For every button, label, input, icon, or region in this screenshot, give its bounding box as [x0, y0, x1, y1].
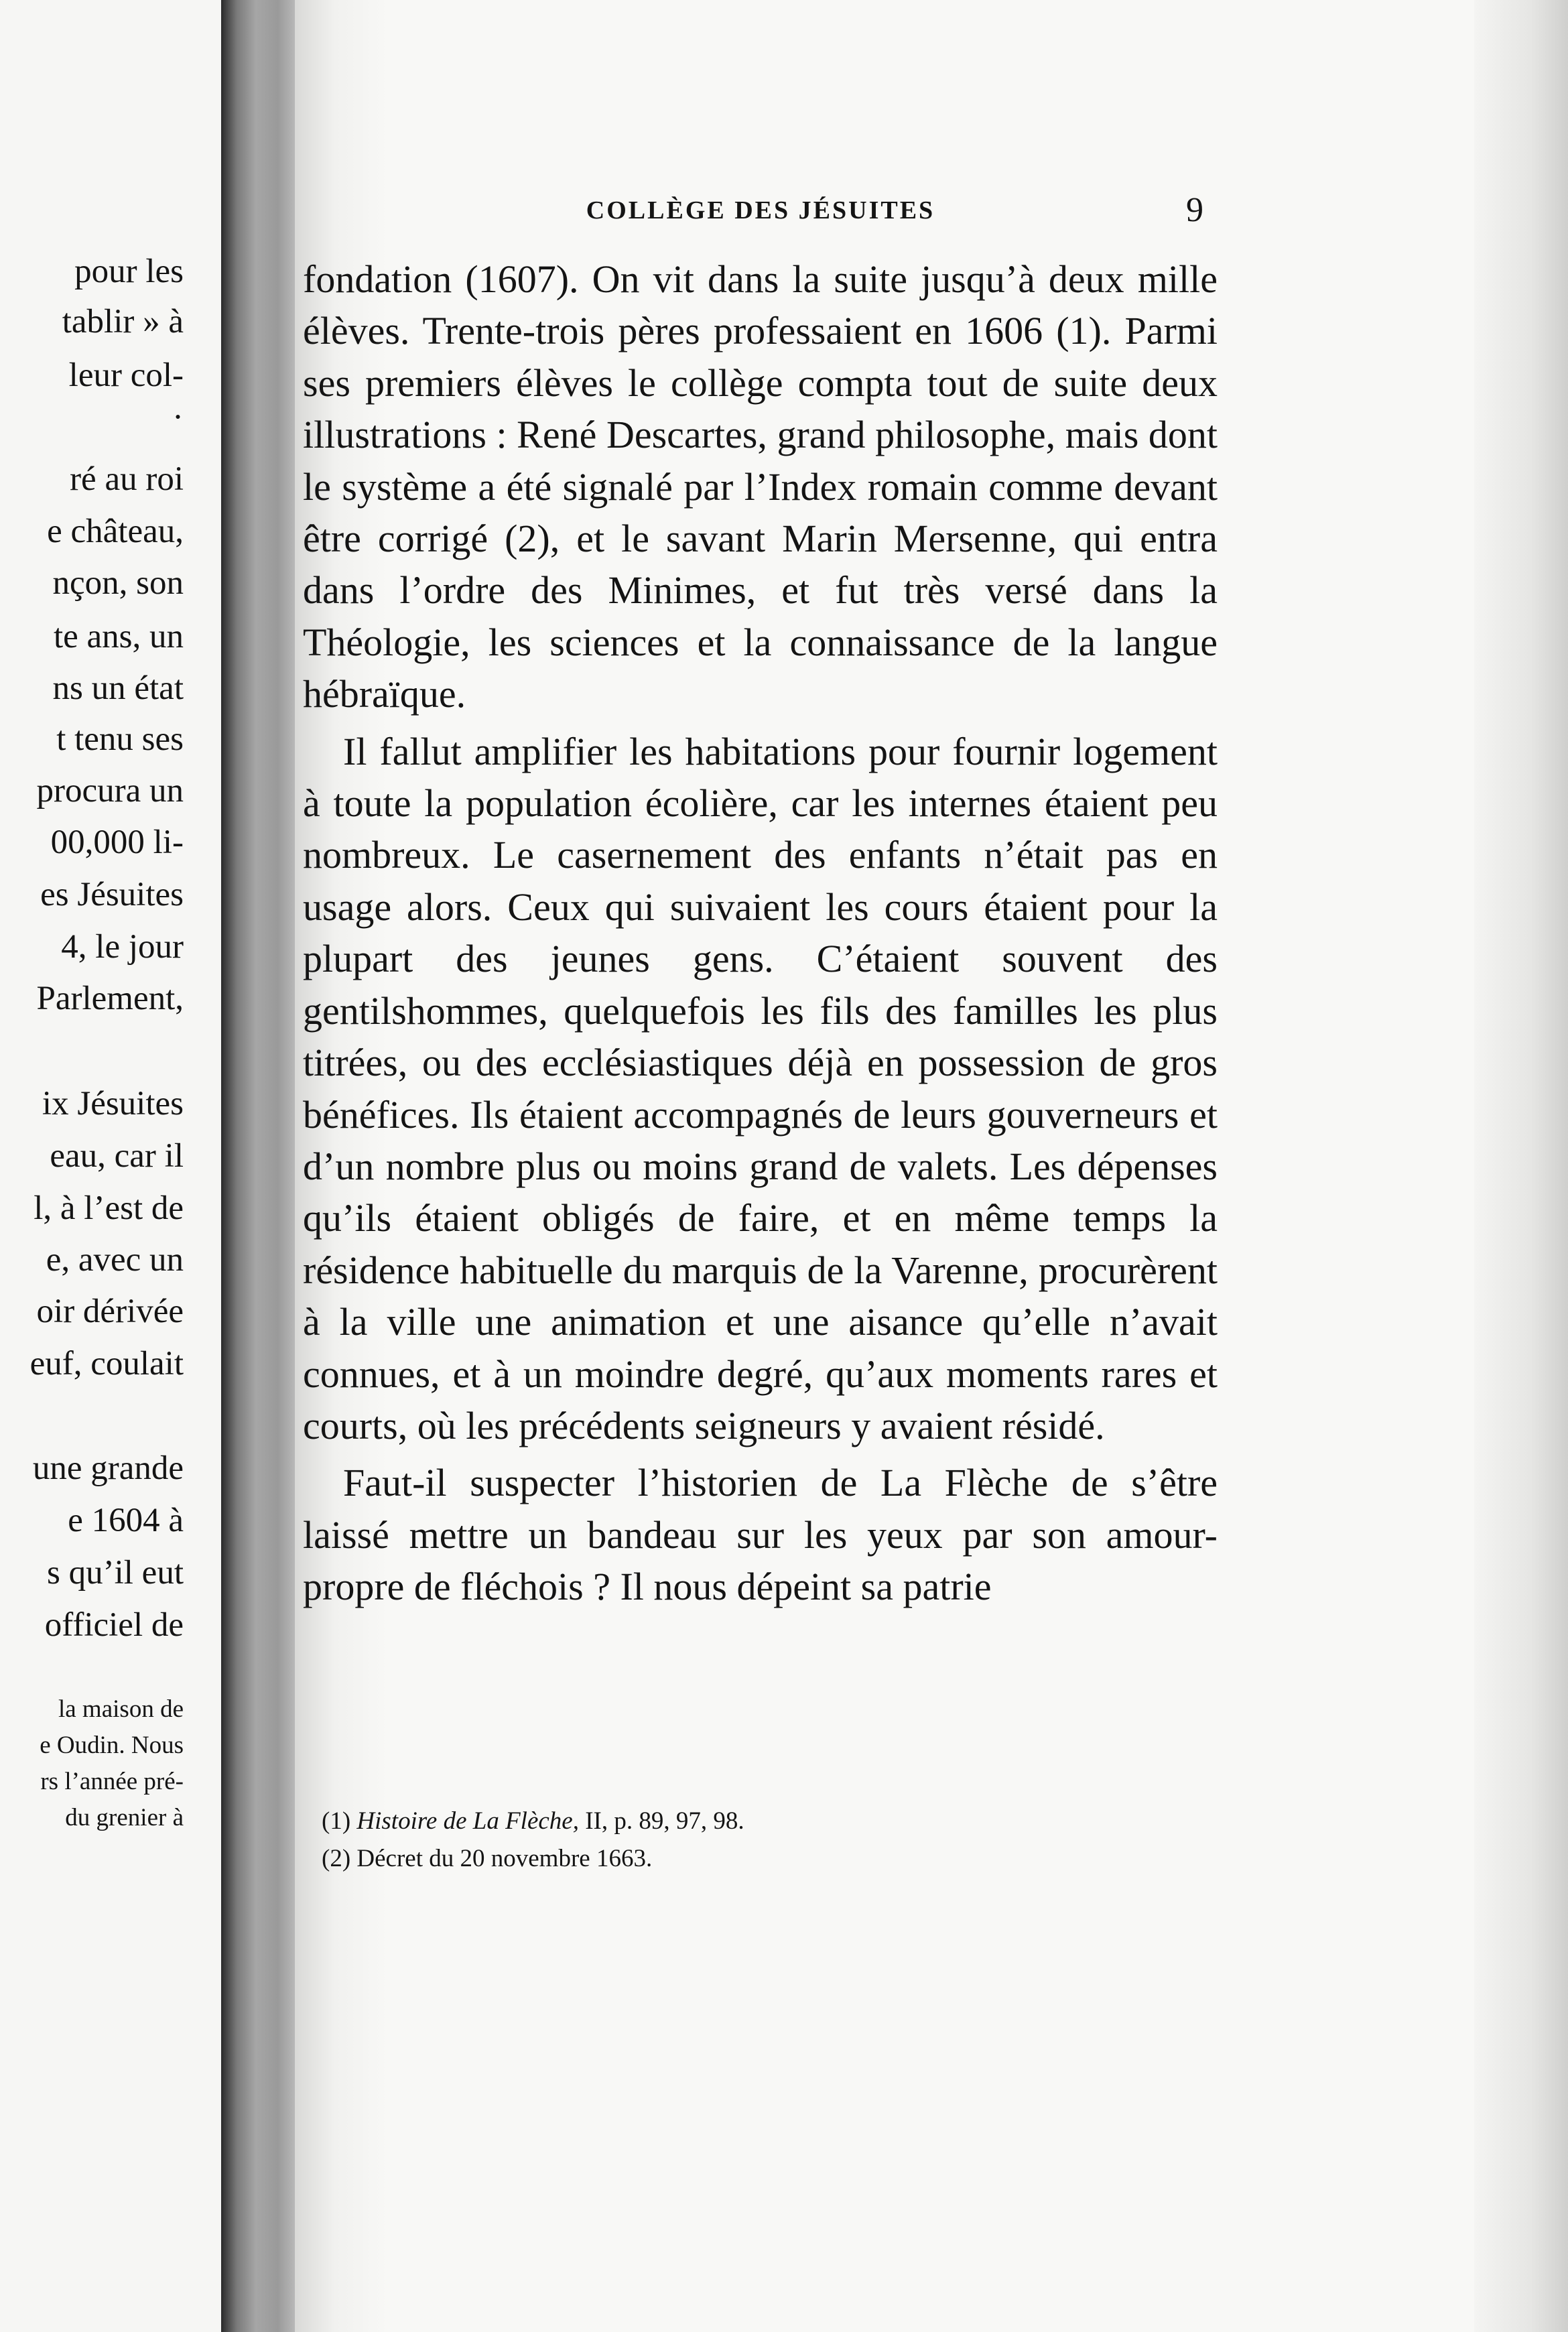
left-page-line: oir dérivée	[36, 1293, 184, 1330]
left-page-line: l, à l’est de	[34, 1189, 184, 1227]
footnote-text: Décret du 20 novembre 1663.	[356, 1845, 653, 1872]
left-page-line: ·	[172, 399, 184, 436]
left-page-note-line: la maison de	[58, 1695, 184, 1723]
left-page-line: e, avec un	[46, 1241, 184, 1279]
left-page-line: procura un	[36, 772, 184, 809]
left-page-line: nçon, son	[52, 564, 184, 602]
footnote-1	[322, 1803, 1193, 1840]
footnote-text: II, p. 89, 97, 98.	[578, 1807, 744, 1835]
left-page-note-line: rs l’année pré-	[40, 1768, 184, 1795]
footnote-title: Histoire de La Flèche,	[356, 1807, 579, 1835]
left-page-line: te ans, un	[53, 618, 184, 655]
left-page-line: ré au roi	[70, 460, 184, 498]
left-page-line: e château,	[47, 513, 184, 550]
paragraph-2: Il fallut amplifier les habitations pour fournir logement à toute la population écolière, car les internes étaient peu nombreux. Le casernement des enfants n’était pas en usage alors. Ceux qui suivaient les cours étaient pour la plupart des jeunes gens. C’étaient souvent des gentilshommes, quelquefois les fils des familles les plus titrées, ou des ecclésiastiques déjà en possession de gros bénéfices. Ils étaient accompagnés de leurs gouverneurs et d’un nombre plus ou moins grand de valets. Les dépenses qu’ils étaient obligés de faire, et en même temps la résidence habituelle du marquis de la Varenne, procurèrent à la ville une animation et une aisance qu’elle n’avait connues, et à un moindre degré, qu’aux moments rares et courts, où les précédents seigneurs y avaient résidé.	[303, 729, 1218, 1447]
left-page-line: 4, le jour	[61, 928, 184, 966]
footnote-2	[322, 1840, 1193, 1878]
left-page-line: euf, coulait	[29, 1345, 184, 1382]
left-page-line: e 1604 à	[68, 1502, 184, 1539]
left-page-line: officiel de	[44, 1606, 184, 1644]
paragraph-3: Faut-il suspecter l’historien de La Flèche de s’être laissé mettre un bandeau sur les yeux par son amour-propre de fléchois ? Il nous dépeint sa patrie	[303, 1461, 1218, 1609]
left-page-note-line: du grenier à	[65, 1804, 184, 1831]
left-page-line: es Jésuites	[40, 876, 184, 913]
page-right-margin	[1474, 0, 1568, 2332]
left-page-line: s qu’il eut	[47, 1554, 184, 1592]
left-page-line: tablir » à	[62, 303, 184, 340]
footnotes	[322, 1803, 1193, 1878]
left-page-line: ns un état	[52, 669, 184, 707]
left-page-line: une grande	[32, 1449, 184, 1487]
left-page-line: 00,000 li-	[50, 824, 184, 861]
body-text	[303, 253, 1218, 1613]
left-page-line: t tenu ses	[56, 720, 184, 758]
left-page-note-line: e Oudin. Nous	[40, 1732, 184, 1759]
book-page	[295, 0, 1568, 2332]
left-page-line: ix Jésuites	[42, 1085, 184, 1122]
running-head: COLLÈGE DES JÉSUITES	[586, 196, 935, 224]
left-page-fragment	[0, 0, 221, 2332]
left-page-line: pour les	[74, 253, 184, 290]
page-number: 9	[1186, 191, 1203, 229]
footnote-marker: (1)	[322, 1807, 351, 1835]
footnote-marker: (2)	[322, 1845, 351, 1872]
left-page-line: eau, car il	[50, 1137, 184, 1175]
left-page-line: leur col-	[68, 357, 184, 394]
paragraph-1: fondation (1607). On vit dans la suite jusqu’à deux mille élèves. Trente-trois pères professaient en 1606 (1). Parmi ses premiers élèves le collège compta tout de suite deux illustrations : René Descartes, grand philosophe, mais dont le système a été signalé par l’Index romain comme devant être corrigé (2), et le savant Marin Mersenne, qui entra dans l’ordre des Minimes, et fut très versé dans la Théologie, les sciences et la connaissance de la langue hébraïque.	[303, 257, 1218, 716]
left-page-line: Parlement,	[36, 980, 184, 1017]
